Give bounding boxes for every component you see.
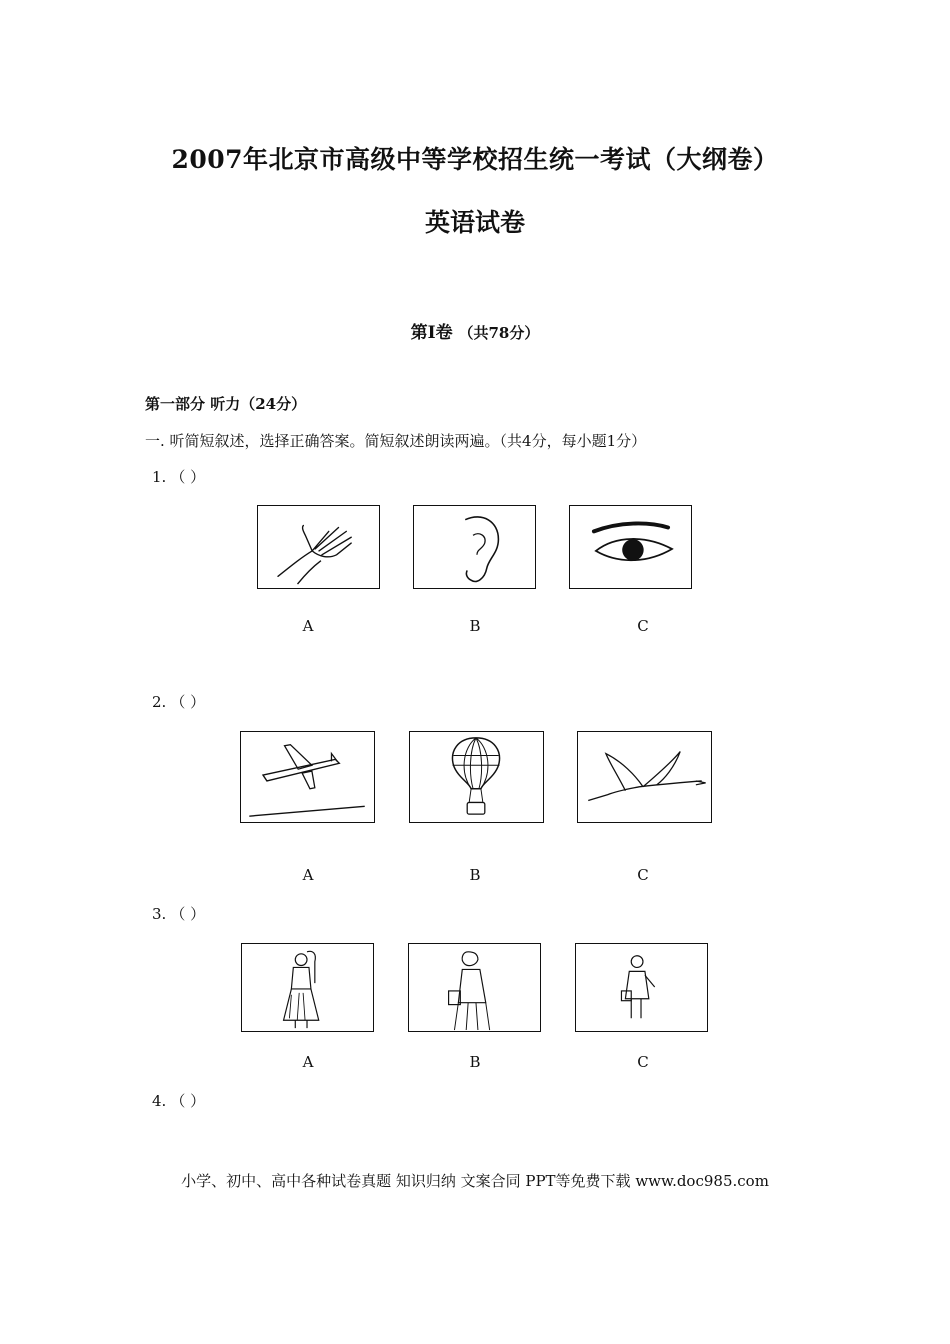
volume-heading — [0, 318, 950, 343]
question-3-number: 3. （ ） — [152, 905, 206, 923]
option-label-c: C — [637, 617, 649, 635]
hand-icon — [257, 505, 380, 589]
child-icon — [575, 943, 708, 1032]
answer-blank[interactable]: （ ） — [170, 693, 206, 711]
ear-icon — [413, 505, 536, 589]
volume-points: （共78分） — [458, 324, 540, 342]
part-instruction: 一. 听简短叙述，选择正确答案。简短叙述朗读两遍。（共4分，每小题1分） — [145, 432, 647, 450]
answer-blank[interactable]: （ ） — [170, 468, 206, 486]
option-label-a: A — [302, 617, 314, 635]
girl-umbrella-icon — [241, 943, 374, 1032]
option-label-b: B — [469, 617, 481, 635]
woman-bag-icon — [408, 943, 541, 1032]
question-2-number: 2. （ ） — [152, 693, 206, 711]
option-label-b: B — [469, 1053, 481, 1071]
eye-icon — [569, 505, 692, 589]
volume-label: 第Ⅰ卷 — [410, 323, 453, 343]
exam-subtitle: 英语试卷 — [424, 208, 525, 237]
answer-blank[interactable]: （ ） — [170, 905, 206, 923]
option-label-c: C — [637, 866, 649, 884]
bird-icon — [577, 731, 712, 823]
option-label-b: B — [469, 866, 481, 884]
option-label-a: A — [302, 1053, 314, 1071]
part-heading: 第一部分 听力（24分） — [145, 395, 307, 413]
answer-blank[interactable]: （ ） — [170, 1092, 206, 1110]
question-1-number: 1. （ ） — [152, 468, 206, 486]
hot-air-balloon-icon — [409, 731, 544, 823]
exam-title: 2007年北京市高级中等学校招生统一考试（大纲卷） — [171, 145, 779, 174]
option-label-a: A — [302, 866, 314, 884]
question-4-number: 4. （ ） — [152, 1092, 206, 1110]
footer-link[interactable]: 小学、初中、高中各种试卷真题 知识归纳 文案合同 PPT等免费下载 www.doc985.com — [181, 1172, 769, 1190]
airplane-icon — [240, 731, 375, 823]
option-label-c: C — [637, 1053, 649, 1071]
